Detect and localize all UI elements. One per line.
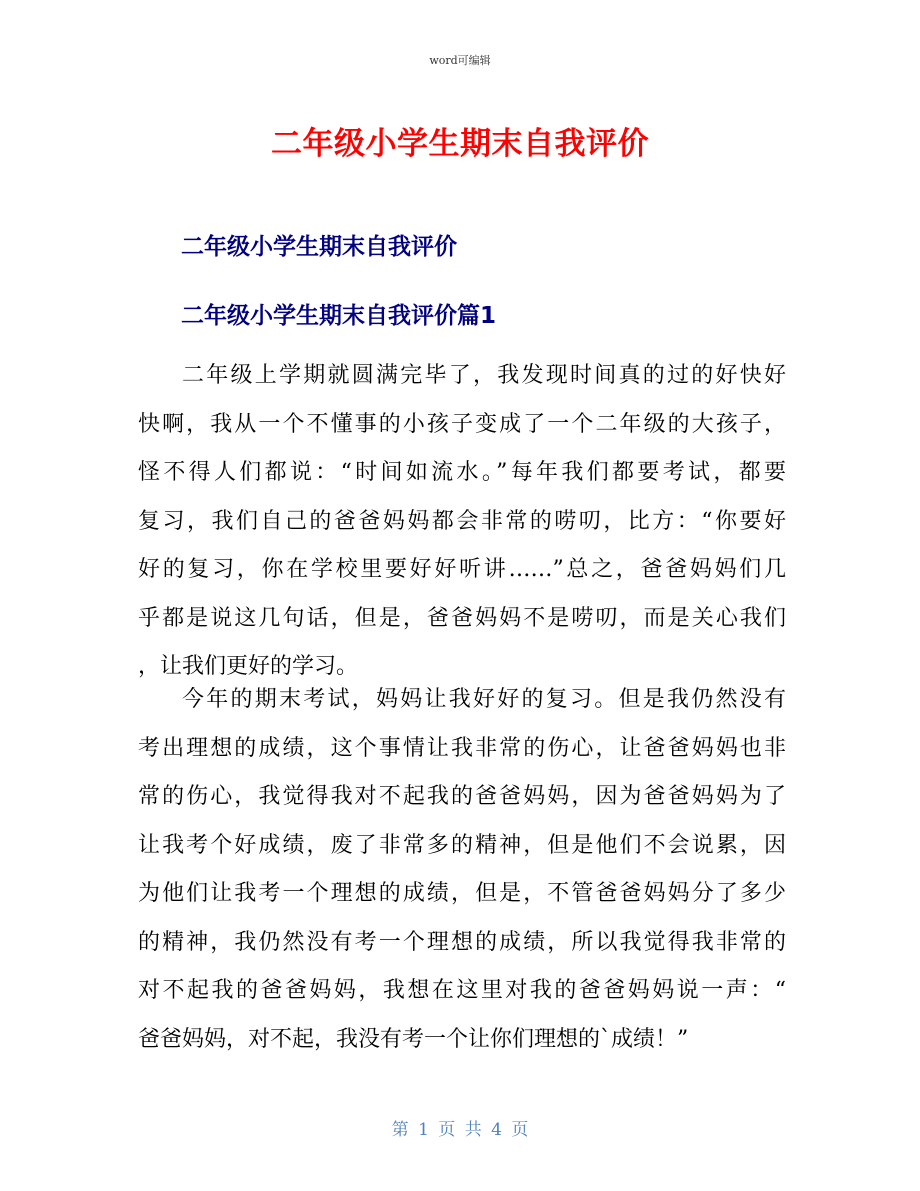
paragraph-line: 二年级上学期就圆满完毕了，我发现时间真的过的好快好	[182, 363, 786, 388]
paragraph-line: 的精神，我仍然没有考一个理想的成绩，所以我觉得我非常的	[138, 929, 786, 955]
paragraph-line: 今年的期末考试，妈妈让我好好的复习。但是我仍然没有	[182, 687, 786, 712]
paragraph-line: 让我考个好成绩，废了非常多的精神，但是他们不会说累，因	[138, 832, 786, 858]
page-number-footer: 第 1 页 共 4 页	[391, 1120, 529, 1140]
section-heading: 二年级小学生期末自我评价篇1	[181, 303, 497, 329]
paragraph-line: 好的复习，你在学校里要好好听讲……”总之，爸爸妈妈们几	[138, 557, 786, 582]
header-note: word可编辑	[429, 54, 491, 67]
document-title: 二年级小学生期末自我评价	[271, 126, 649, 162]
paragraph-line: 乎都是说这几句话，但是，爸爸妈妈不是唠叨，而是关心我们	[138, 605, 786, 631]
paragraph-1	[138, 352, 786, 692]
paragraph-line: 常的伤心，我觉得我对不起我的爸爸妈妈，因为爸爸妈妈为了	[138, 784, 786, 809]
paragraph-line: ，让我们更好的学习。	[138, 654, 359, 679]
paragraph-line: 复习，我们自己的爸爸妈妈都会非常的唠叨，比方：“你要好	[138, 508, 786, 534]
paragraph-line: 怪不得人们都说：“时间如流水。”每年我们都要考试，都要	[138, 460, 786, 485]
paragraph-2	[138, 676, 786, 1064]
paragraph-line: 爸爸妈妈，对不起，我没有考一个让你们理想的`成绩！”	[138, 1026, 689, 1052]
subheading: 二年级小学生期末自我评价	[181, 234, 457, 260]
paragraph-line: 快啊，我从一个不懂事的小孩子变成了一个二年级的大孩子，	[138, 411, 786, 437]
paragraph-line: 对不起我的爸爸妈妈，我想在这里对我的爸爸妈妈说一声：“	[138, 978, 786, 1003]
paragraph-line: 为他们让我考一个理想的成绩，但是，不管爸爸妈妈分了多少	[138, 881, 786, 906]
paragraph-line: 考出理想的成绩，这个事情让我非常的伤心，让爸爸妈妈也非	[138, 735, 786, 761]
